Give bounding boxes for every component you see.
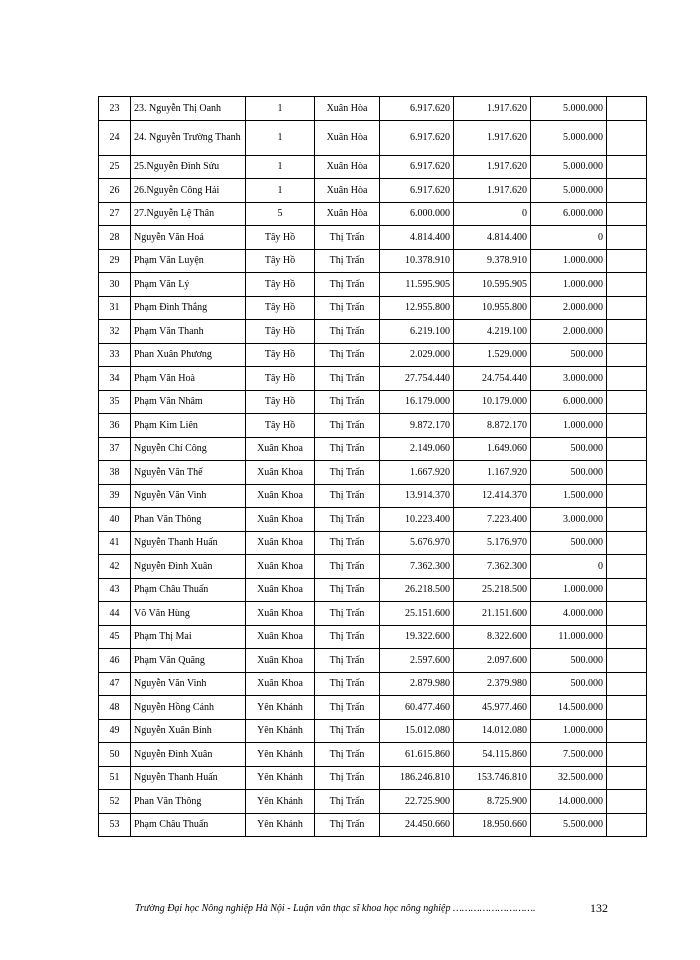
location-cell: Xuân Hòa xyxy=(315,120,380,155)
total-cell: 25.151.600 xyxy=(380,602,454,626)
unit-cell: 5 xyxy=(246,202,315,226)
table-row xyxy=(99,343,647,367)
remaining-cell: 1.500.000 xyxy=(531,484,607,508)
location-cell: Thị Trấn xyxy=(315,602,380,626)
paid-cell: 8.725.900 xyxy=(454,790,531,814)
total-cell: 6.000.000 xyxy=(380,202,454,226)
note-cell xyxy=(607,649,647,673)
name-cell: Nguyễn Đình Xuân xyxy=(131,743,246,767)
row-number-cell: 24 xyxy=(99,120,131,155)
location-cell: Thị Trấn xyxy=(315,578,380,602)
name-cell: Phạm Văn Luyện xyxy=(131,249,246,273)
note-cell xyxy=(607,790,647,814)
row-number-cell: 34 xyxy=(99,367,131,391)
paid-cell: 4.219.100 xyxy=(454,320,531,344)
unit-cell: Tây Hồ xyxy=(246,390,315,414)
total-cell: 24.450.660 xyxy=(380,813,454,837)
unit-cell: Xuân Khoa xyxy=(246,484,315,508)
remaining-cell: 4.000.000 xyxy=(531,602,607,626)
name-cell: Võ Văn Hùng xyxy=(131,602,246,626)
location-cell: Thị Trấn xyxy=(315,555,380,579)
paid-cell: 10.179.000 xyxy=(454,390,531,414)
unit-cell: Xuân Khoa xyxy=(246,461,315,485)
table-row xyxy=(99,625,647,649)
location-cell: Thị Trấn xyxy=(315,226,380,250)
row-number-cell: 33 xyxy=(99,343,131,367)
unit-cell: Xuân Khoa xyxy=(246,602,315,626)
name-cell: Nguyễn Thanh Huấn xyxy=(131,531,246,555)
unit-cell: Yên Khánh xyxy=(246,790,315,814)
unit-cell: 1 xyxy=(246,179,315,203)
remaining-cell: 2.000.000 xyxy=(531,320,607,344)
total-cell: 6.917.620 xyxy=(380,179,454,203)
name-cell: Nguyễn Đình Xuân xyxy=(131,555,246,579)
table-row xyxy=(99,649,647,673)
unit-cell: Xuân Khoa xyxy=(246,531,315,555)
name-cell: Phạm Văn Thanh xyxy=(131,320,246,344)
unit-cell: 1 xyxy=(246,120,315,155)
row-number-cell: 48 xyxy=(99,696,131,720)
table-row xyxy=(99,97,647,121)
total-cell: 9.872.170 xyxy=(380,414,454,438)
data-table xyxy=(98,96,647,837)
total-cell: 6.917.620 xyxy=(380,120,454,155)
note-cell xyxy=(607,202,647,226)
total-cell: 26.218.500 xyxy=(380,578,454,602)
total-cell: 1.667.920 xyxy=(380,461,454,485)
total-cell: 19.322.600 xyxy=(380,625,454,649)
unit-cell: Xuân Khoa xyxy=(246,437,315,461)
location-cell: Xuân Hòa xyxy=(315,155,380,179)
total-cell: 15.012.080 xyxy=(380,719,454,743)
table-row xyxy=(99,508,647,532)
location-cell: Thị Trấn xyxy=(315,296,380,320)
page-number: 132 xyxy=(590,901,608,915)
name-cell: Nguyễn Văn Vinh xyxy=(131,672,246,696)
table-row xyxy=(99,696,647,720)
note-cell xyxy=(607,743,647,767)
paid-cell: 0 xyxy=(454,202,531,226)
location-cell: Thị Trấn xyxy=(315,508,380,532)
name-cell: 23. Nguyễn Thị Oanh xyxy=(131,97,246,121)
name-cell: Phạm Đình Thắng xyxy=(131,296,246,320)
location-cell: Thị Trấn xyxy=(315,414,380,438)
note-cell xyxy=(607,390,647,414)
total-cell: 6.917.620 xyxy=(380,97,454,121)
row-number-cell: 46 xyxy=(99,649,131,673)
location-cell: Thị Trấn xyxy=(315,672,380,696)
table-row xyxy=(99,226,647,250)
unit-cell: Yên Khánh xyxy=(246,696,315,720)
name-cell: Nguyễn Thanh Huấn xyxy=(131,766,246,790)
paid-cell: 7.362.300 xyxy=(454,555,531,579)
remaining-cell: 32.500.000 xyxy=(531,766,607,790)
row-number-cell: 35 xyxy=(99,390,131,414)
row-number-cell: 30 xyxy=(99,273,131,297)
note-cell xyxy=(607,508,647,532)
note-cell xyxy=(607,766,647,790)
total-cell: 10.223.400 xyxy=(380,508,454,532)
row-number-cell: 28 xyxy=(99,226,131,250)
remaining-cell: 500.000 xyxy=(531,531,607,555)
remaining-cell: 500.000 xyxy=(531,461,607,485)
total-cell: 186.246.810 xyxy=(380,766,454,790)
note-cell xyxy=(607,484,647,508)
paid-cell: 18.950.660 xyxy=(454,813,531,837)
note-cell xyxy=(607,249,647,273)
unit-cell: Xuân Khoa xyxy=(246,508,315,532)
location-cell: Thị Trấn xyxy=(315,790,380,814)
unit-cell: Yên Khánh xyxy=(246,766,315,790)
name-cell: Phan Văn Thông xyxy=(131,508,246,532)
row-number-cell: 37 xyxy=(99,437,131,461)
location-cell: Thị Trấn xyxy=(315,461,380,485)
table-row xyxy=(99,672,647,696)
name-cell: Phạm Văn Nhâm xyxy=(131,390,246,414)
unit-cell: Tây Hồ xyxy=(246,226,315,250)
table-row xyxy=(99,437,647,461)
unit-cell: Tây Hồ xyxy=(246,249,315,273)
name-cell: Phạm Thị Mai xyxy=(131,625,246,649)
table-row xyxy=(99,202,647,226)
table-row xyxy=(99,273,647,297)
name-cell: Phạm Văn Lý xyxy=(131,273,246,297)
location-cell: Thị Trấn xyxy=(315,390,380,414)
remaining-cell: 5.000.000 xyxy=(531,97,607,121)
note-cell xyxy=(607,813,647,837)
note-cell xyxy=(607,696,647,720)
total-cell: 12.955.800 xyxy=(380,296,454,320)
remaining-cell: 0 xyxy=(531,555,607,579)
remaining-cell: 6.000.000 xyxy=(531,202,607,226)
remaining-cell: 6.000.000 xyxy=(531,390,607,414)
paid-cell: 5.176.970 xyxy=(454,531,531,555)
total-cell: 5.676.970 xyxy=(380,531,454,555)
total-cell: 7.362.300 xyxy=(380,555,454,579)
remaining-cell: 14.000.000 xyxy=(531,790,607,814)
remaining-cell: 500.000 xyxy=(531,343,607,367)
total-cell: 4.814.400 xyxy=(380,226,454,250)
unit-cell: Tây Hồ xyxy=(246,414,315,438)
unit-cell: Xuân Khoa xyxy=(246,625,315,649)
remaining-cell: 1.000.000 xyxy=(531,578,607,602)
paid-cell: 1.917.620 xyxy=(454,120,531,155)
table-row xyxy=(99,296,647,320)
name-cell: 26.Nguyễn Công Hải xyxy=(131,179,246,203)
paid-cell: 10.955.800 xyxy=(454,296,531,320)
paid-cell: 1.917.620 xyxy=(454,179,531,203)
row-number-cell: 40 xyxy=(99,508,131,532)
row-number-cell: 26 xyxy=(99,179,131,203)
name-cell: Phạm Kim Liên xyxy=(131,414,246,438)
table-row xyxy=(99,484,647,508)
row-number-cell: 29 xyxy=(99,249,131,273)
name-cell: 24. Nguyễn Trường Thanh xyxy=(131,120,246,155)
paid-cell: 1.917.620 xyxy=(454,155,531,179)
table-row xyxy=(99,367,647,391)
remaining-cell: 5.000.000 xyxy=(531,179,607,203)
name-cell: Nguyễn Xuân Bính xyxy=(131,719,246,743)
table-row xyxy=(99,555,647,579)
remaining-cell: 7.500.000 xyxy=(531,743,607,767)
paid-cell: 54.115.860 xyxy=(454,743,531,767)
note-cell xyxy=(607,672,647,696)
note-cell xyxy=(607,367,647,391)
unit-cell: Xuân Khoa xyxy=(246,672,315,696)
paid-cell: 9.378.910 xyxy=(454,249,531,273)
table-row xyxy=(99,766,647,790)
note-cell xyxy=(607,226,647,250)
remaining-cell: 500.000 xyxy=(531,649,607,673)
table-row xyxy=(99,120,647,155)
note-cell xyxy=(607,343,647,367)
table-row xyxy=(99,531,647,555)
note-cell xyxy=(607,578,647,602)
paid-cell: 25.218.500 xyxy=(454,578,531,602)
location-cell: Thị Trấn xyxy=(315,437,380,461)
row-number-cell: 38 xyxy=(99,461,131,485)
table-row xyxy=(99,719,647,743)
unit-cell: Tây Hồ xyxy=(246,343,315,367)
row-number-cell: 27 xyxy=(99,202,131,226)
note-cell xyxy=(607,155,647,179)
unit-cell: Xuân Khoa xyxy=(246,649,315,673)
paid-cell: 1.917.620 xyxy=(454,97,531,121)
paid-cell: 2.379.980 xyxy=(454,672,531,696)
paid-cell: 24.754.440 xyxy=(454,367,531,391)
total-cell: 10.378.910 xyxy=(380,249,454,273)
note-cell xyxy=(607,179,647,203)
table-row xyxy=(99,155,647,179)
row-number-cell: 52 xyxy=(99,790,131,814)
row-number-cell: 47 xyxy=(99,672,131,696)
table-body xyxy=(99,97,647,837)
unit-cell: Xuân Khoa xyxy=(246,555,315,579)
unit-cell: Tây Hồ xyxy=(246,273,315,297)
paid-cell: 1.167.920 xyxy=(454,461,531,485)
total-cell: 60.477.460 xyxy=(380,696,454,720)
row-number-cell: 23 xyxy=(99,97,131,121)
paid-cell: 45.977.460 xyxy=(454,696,531,720)
total-cell: 22.725.900 xyxy=(380,790,454,814)
location-cell: Thị Trấn xyxy=(315,813,380,837)
location-cell: Xuân Hòa xyxy=(315,179,380,203)
remaining-cell: 14.500.000 xyxy=(531,696,607,720)
paid-cell: 12.414.370 xyxy=(454,484,531,508)
row-number-cell: 44 xyxy=(99,602,131,626)
name-cell: Nguyễn Văn Thế xyxy=(131,461,246,485)
unit-cell: Yên Khánh xyxy=(246,813,315,837)
unit-cell: Xuân Khoa xyxy=(246,578,315,602)
note-cell xyxy=(607,97,647,121)
total-cell: 61.615.860 xyxy=(380,743,454,767)
total-cell: 2.149.060 xyxy=(380,437,454,461)
table-row xyxy=(99,390,647,414)
name-cell: Nguyễn Chí Công xyxy=(131,437,246,461)
location-cell: Thị Trấn xyxy=(315,531,380,555)
row-number-cell: 31 xyxy=(99,296,131,320)
unit-cell: Yên Khánh xyxy=(246,743,315,767)
location-cell: Thị Trấn xyxy=(315,719,380,743)
location-cell: Thị Trấn xyxy=(315,696,380,720)
remaining-cell: 3.000.000 xyxy=(531,508,607,532)
unit-cell: Yên Khánh xyxy=(246,719,315,743)
total-cell: 11.595.905 xyxy=(380,273,454,297)
paid-cell: 2.097.600 xyxy=(454,649,531,673)
table-row xyxy=(99,813,647,837)
paid-cell: 1.649.060 xyxy=(454,437,531,461)
remaining-cell: 5.000.000 xyxy=(531,120,607,155)
note-cell xyxy=(607,555,647,579)
row-number-cell: 41 xyxy=(99,531,131,555)
location-cell: Thị Trấn xyxy=(315,743,380,767)
row-number-cell: 45 xyxy=(99,625,131,649)
name-cell: Nguyễn Hồng Cảnh xyxy=(131,696,246,720)
unit-cell: 1 xyxy=(246,97,315,121)
row-number-cell: 49 xyxy=(99,719,131,743)
location-cell: Xuân Hòa xyxy=(315,97,380,121)
total-cell: 27.754.440 xyxy=(380,367,454,391)
name-cell: Phạm Văn Quãng xyxy=(131,649,246,673)
name-cell: Nguyễn Văn Vinh xyxy=(131,484,246,508)
location-cell: Thị Trấn xyxy=(315,273,380,297)
paid-cell: 8.872.170 xyxy=(454,414,531,438)
note-cell xyxy=(607,120,647,155)
table-row xyxy=(99,602,647,626)
name-cell: Phạm Châu Thuấn xyxy=(131,813,246,837)
table-row xyxy=(99,249,647,273)
paid-cell: 153.746.810 xyxy=(454,766,531,790)
paid-cell: 4.814.400 xyxy=(454,226,531,250)
location-cell: Thị Trấn xyxy=(315,484,380,508)
row-number-cell: 42 xyxy=(99,555,131,579)
remaining-cell: 5.000.000 xyxy=(531,155,607,179)
note-cell xyxy=(607,296,647,320)
unit-cell: Tây Hồ xyxy=(246,367,315,391)
location-cell: Thị Trấn xyxy=(315,649,380,673)
paid-cell: 14.012.080 xyxy=(454,719,531,743)
remaining-cell: 1.000.000 xyxy=(531,273,607,297)
paid-cell: 7.223.400 xyxy=(454,508,531,532)
location-cell: Thị Trấn xyxy=(315,343,380,367)
table-row xyxy=(99,743,647,767)
row-number-cell: 32 xyxy=(99,320,131,344)
location-cell: Xuân Hòa xyxy=(315,202,380,226)
total-cell: 16.179.000 xyxy=(380,390,454,414)
total-cell: 2.879.980 xyxy=(380,672,454,696)
total-cell: 6.917.620 xyxy=(380,155,454,179)
paid-cell: 10.595.905 xyxy=(454,273,531,297)
row-number-cell: 51 xyxy=(99,766,131,790)
note-cell xyxy=(607,625,647,649)
note-cell xyxy=(607,531,647,555)
name-cell: 27.Nguyễn Lệ Thân xyxy=(131,202,246,226)
total-cell: 2.029.000 xyxy=(380,343,454,367)
remaining-cell: 11.000.000 xyxy=(531,625,607,649)
table-row xyxy=(99,790,647,814)
remaining-cell: 2.000.000 xyxy=(531,296,607,320)
total-cell: 13.914.370 xyxy=(380,484,454,508)
table-row xyxy=(99,179,647,203)
remaining-cell: 500.000 xyxy=(531,437,607,461)
footer-text: Trường Đại học Nông nghiệp Hà Nội - Luận văn thạc sĩ khoa học nông nghiệp ………………………. xyxy=(135,903,536,914)
remaining-cell: 1.000.000 xyxy=(531,719,607,743)
remaining-cell: 5.500.000 xyxy=(531,813,607,837)
location-cell: Thị Trấn xyxy=(315,766,380,790)
paid-cell: 21.151.600 xyxy=(454,602,531,626)
name-cell: Phạm Châu Thuấn xyxy=(131,578,246,602)
remaining-cell: 500.000 xyxy=(531,672,607,696)
paid-cell: 1.529.000 xyxy=(454,343,531,367)
unit-cell: 1 xyxy=(246,155,315,179)
note-cell xyxy=(607,414,647,438)
location-cell: Thị Trấn xyxy=(315,320,380,344)
table-row xyxy=(99,414,647,438)
location-cell: Thị Trấn xyxy=(315,625,380,649)
remaining-cell: 1.000.000 xyxy=(531,414,607,438)
note-cell xyxy=(607,437,647,461)
row-number-cell: 36 xyxy=(99,414,131,438)
row-number-cell: 43 xyxy=(99,578,131,602)
row-number-cell: 50 xyxy=(99,743,131,767)
name-cell: Phạm Văn Hoà xyxy=(131,367,246,391)
note-cell xyxy=(607,320,647,344)
paid-cell: 8.322.600 xyxy=(454,625,531,649)
note-cell xyxy=(607,719,647,743)
remaining-cell: 0 xyxy=(531,226,607,250)
row-number-cell: 25 xyxy=(99,155,131,179)
table-row xyxy=(99,578,647,602)
row-number-cell: 39 xyxy=(99,484,131,508)
unit-cell: Tây Hồ xyxy=(246,296,315,320)
remaining-cell: 3.000.000 xyxy=(531,367,607,391)
name-cell: Phan Xuân Phương xyxy=(131,343,246,367)
location-cell: Thị Trấn xyxy=(315,367,380,391)
row-number-cell: 53 xyxy=(99,813,131,837)
name-cell: Phan Văn Thông xyxy=(131,790,246,814)
name-cell: 25.Nguyễn Đình Sửu xyxy=(131,155,246,179)
location-cell: Thị Trấn xyxy=(315,249,380,273)
table-row xyxy=(99,320,647,344)
total-cell: 2.597.600 xyxy=(380,649,454,673)
note-cell xyxy=(607,461,647,485)
unit-cell: Tây Hồ xyxy=(246,320,315,344)
total-cell: 6.219.100 xyxy=(380,320,454,344)
remaining-cell: 1.000.000 xyxy=(531,249,607,273)
table-row xyxy=(99,461,647,485)
note-cell xyxy=(607,273,647,297)
note-cell xyxy=(607,602,647,626)
name-cell: Nguyễn Văn Hoá xyxy=(131,226,246,250)
